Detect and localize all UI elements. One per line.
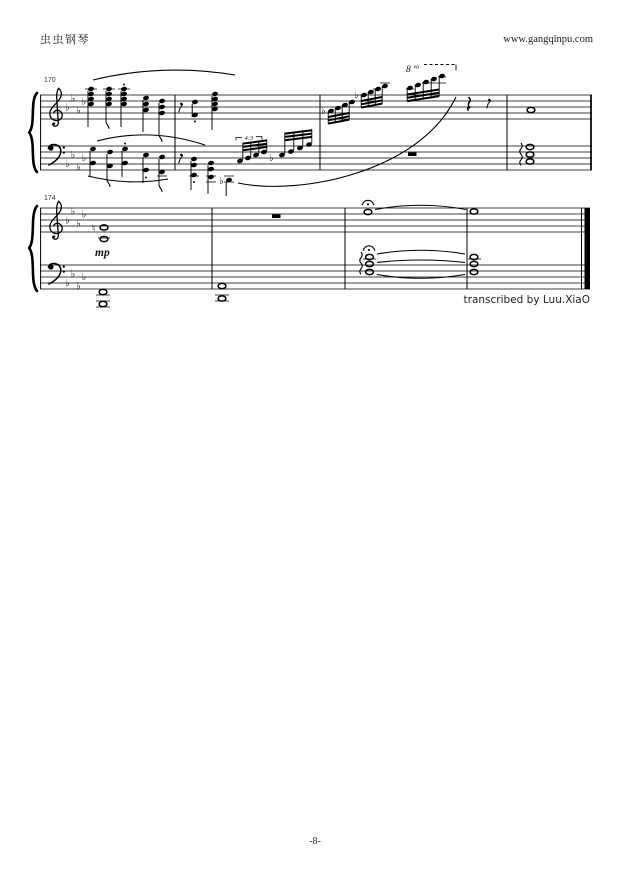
measure-170-part	[142, 167, 149, 173]
octave-8va-mark-part: va	[413, 64, 420, 71]
natural-sign: ♮	[92, 223, 96, 235]
measure-172	[238, 65, 491, 187]
whole-rest	[408, 152, 417, 156]
measure-170-part	[121, 146, 128, 152]
key-signature-treble-part: ♭	[70, 93, 76, 105]
measure-172-part: ♭	[354, 90, 359, 101]
tie	[377, 250, 465, 254]
slur	[88, 176, 168, 182]
site-url: www.gangqinpu.com	[503, 34, 593, 45]
measure-175-part	[218, 283, 226, 288]
slur	[93, 70, 235, 80]
final-barline-part	[585, 208, 591, 289]
measure-177-part	[470, 261, 478, 266]
fermata	[362, 200, 374, 205]
key-signature-bass-part: ♭	[76, 162, 81, 173]
key-signature-bass-part: ♭	[81, 272, 87, 283]
beamed-run-32nds	[406, 73, 446, 101]
site-name: 虫虫钢琴	[40, 33, 90, 46]
measure-171-part	[211, 101, 218, 107]
measure-177-part	[470, 209, 478, 214]
measure-173-part	[526, 144, 534, 149]
tie	[377, 260, 465, 263]
measure-170-part	[105, 91, 112, 97]
octave-8va-mark	[406, 65, 456, 76]
octave-8va-mark-part: 8	[406, 65, 411, 75]
beamed-run-32nds	[278, 129, 312, 158]
measure-170-part	[158, 104, 165, 110]
page-number: -8-	[309, 836, 321, 847]
measure-171-part	[207, 166, 214, 172]
measure-175-part	[218, 296, 226, 301]
measure-170-part	[142, 101, 149, 107]
measure-172-part: ♭	[321, 106, 326, 117]
measure-170-part	[89, 146, 96, 152]
measure-170-part	[124, 143, 126, 145]
long-slur	[238, 97, 456, 186]
measure-170-part	[158, 154, 165, 160]
key-signature-treble-part: ♭	[81, 209, 87, 221]
measure-170-part	[120, 91, 127, 97]
measure-170-part	[106, 149, 113, 155]
key-signature-bass-part: ♭	[70, 150, 76, 161]
measure-170-part	[105, 101, 112, 107]
key-signature-bass-part: ♭	[76, 281, 81, 292]
measure-171-part	[179, 154, 183, 164]
measure-170-part	[89, 160, 96, 166]
measure-171-part	[193, 181, 195, 183]
measure-171-part: ♭	[219, 176, 224, 187]
whole-note	[527, 107, 535, 112]
key-signature-bass	[65, 150, 87, 173]
measure-170-part	[123, 84, 125, 86]
grand-staff-system-2	[29, 195, 590, 307]
measure-170-part	[121, 160, 128, 166]
bass-staff-lines	[40, 265, 590, 289]
measure-170-part	[90, 151, 159, 185]
measure-170-part	[87, 86, 94, 92]
measure-170	[85, 70, 235, 192]
key-signature-treble-part: ♭	[76, 105, 81, 117]
key-signature-treble-part: ♭	[76, 218, 81, 230]
measure-170-part	[142, 152, 149, 158]
key-signature-treble-part: ♭	[81, 96, 87, 108]
measure-171-part	[211, 91, 218, 97]
key-signature-bass	[65, 269, 87, 292]
measure-176	[360, 200, 466, 278]
measure-173-part	[526, 159, 534, 164]
system-brace	[29, 93, 37, 172]
measure-174-part	[99, 301, 107, 306]
measure-174-part	[100, 236, 108, 241]
fermata	[363, 246, 375, 251]
tie	[375, 205, 466, 209]
measure-176-part	[366, 261, 374, 266]
treble-staff-lines	[40, 208, 590, 232]
measure-171-part	[179, 103, 183, 113]
measure-173	[520, 107, 535, 165]
whole-rest	[272, 214, 281, 218]
key-signature-bass-part: ♭	[70, 269, 76, 280]
measure-171-part	[190, 156, 197, 162]
measure-170-part	[120, 86, 127, 92]
measure-170-part	[142, 107, 149, 113]
measure-177-part	[470, 269, 478, 274]
measure-176-part	[366, 269, 374, 274]
dynamic-marking: mp	[95, 247, 110, 259]
key-signature-treble-part: ♭	[70, 206, 76, 218]
measure-170-part	[142, 95, 149, 101]
measure-170-part	[158, 98, 165, 104]
measure-170-part	[105, 86, 112, 92]
key-signature-bass-part: ♭	[81, 153, 87, 164]
key-signature-treble-part: ♭	[65, 215, 70, 227]
measure-171-part: ♭	[269, 153, 274, 164]
measure-number: 174	[44, 195, 56, 202]
measure-171-part	[194, 121, 196, 123]
key-signature-bass-part: ♭	[65, 159, 70, 170]
beamed-run-32nds-part	[328, 113, 349, 124]
bass-clef	[48, 144, 65, 165]
measure-number: 170	[44, 77, 56, 84]
tie	[377, 275, 465, 279]
measure-170-part	[159, 185, 162, 192]
measure-170-part	[158, 110, 165, 116]
measure-170-part	[120, 101, 127, 107]
slur	[97, 135, 205, 145]
measure-175	[215, 214, 281, 301]
beamed-run-32nds-part	[285, 130, 312, 140]
measure-170-part	[107, 180, 110, 187]
measure-170-part	[145, 177, 147, 179]
tuplet-label: 4:3	[244, 135, 254, 142]
measure-171-part	[190, 162, 197, 168]
measure-170-part	[87, 91, 94, 97]
bass-clef	[48, 263, 65, 284]
measure-173-part	[526, 152, 534, 157]
beamed-run-32nds-part	[361, 97, 382, 108]
transcriber-credit: transcribed by Luu.XiaO	[463, 294, 590, 306]
key-signature-treble-part: ♭	[65, 102, 70, 114]
beamed-run-32nds	[327, 99, 355, 124]
system-brace	[29, 206, 37, 291]
grand-staff-system-1	[29, 65, 592, 197]
measure-171-part	[207, 174, 214, 180]
measure-171-part	[190, 172, 197, 178]
measure-174-part	[99, 289, 107, 294]
quarter-rest	[468, 97, 471, 111]
measure-171-part	[207, 160, 214, 166]
measure-170-part	[106, 122, 109, 129]
measure-170-part	[87, 101, 94, 107]
barlines	[41, 95, 507, 170]
key-signature-bass-part: ♭	[65, 278, 70, 289]
